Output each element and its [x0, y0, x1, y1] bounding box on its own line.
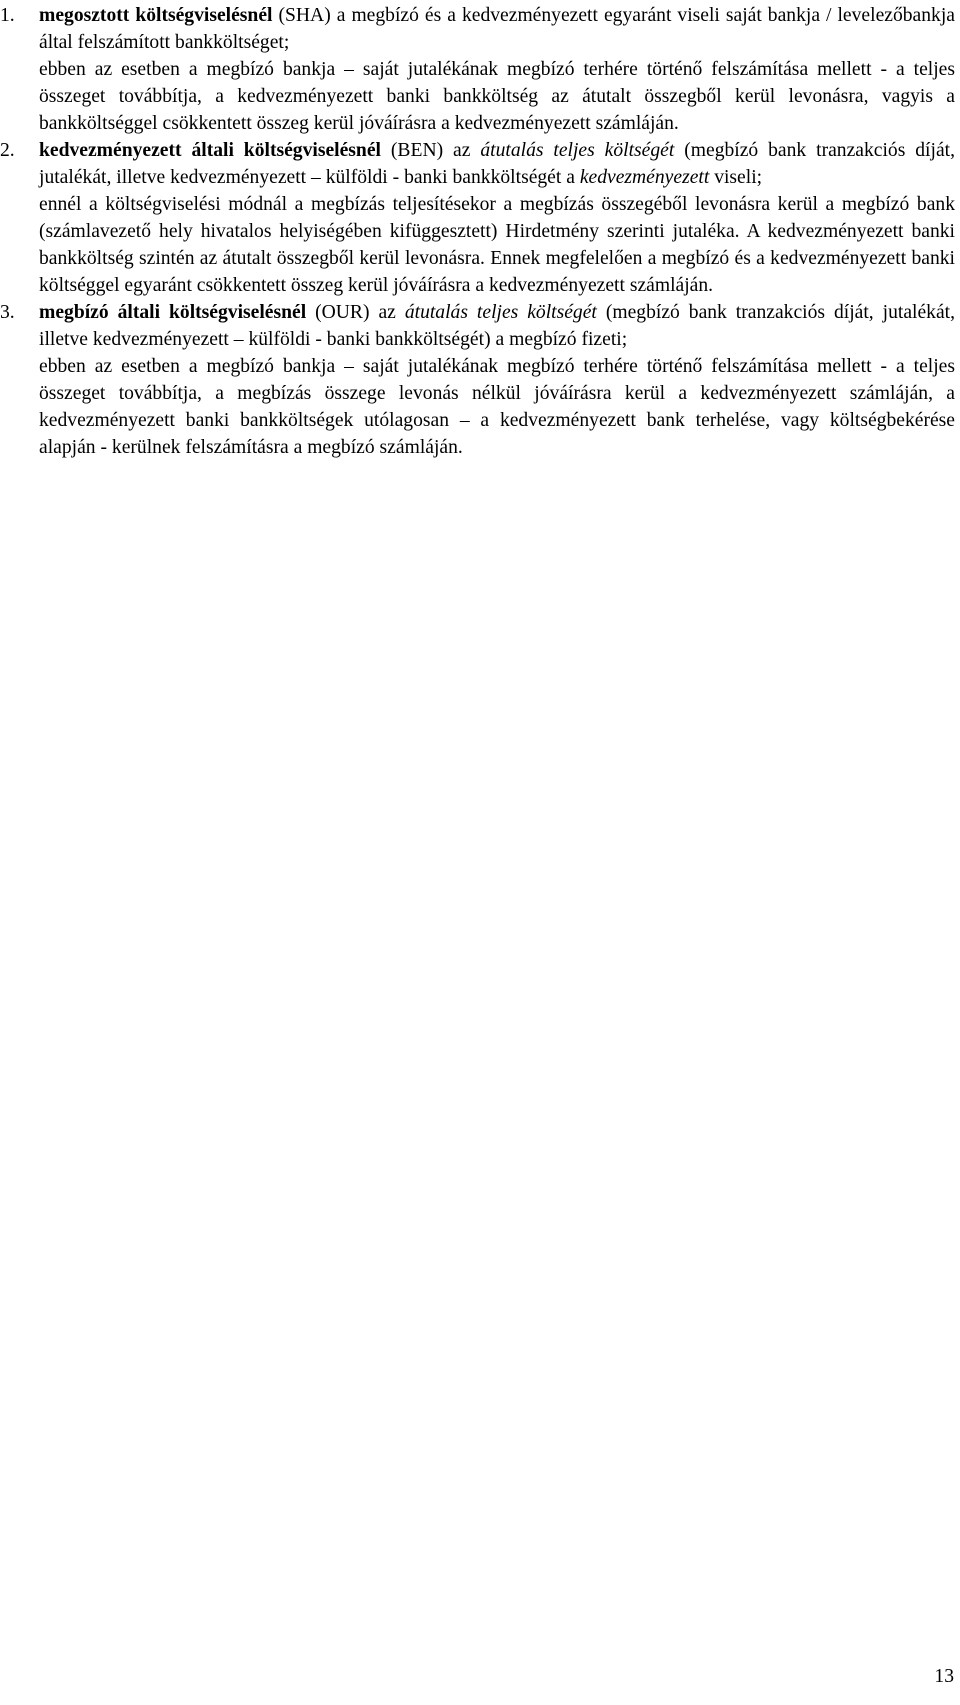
list-number: 3. [0, 302, 15, 323]
item-explanation: ennél a költségviselési módnál a megbízás teljesítésekor a megbízás összegéből levonásra kerül a megbízó bank (számlavezető hely hivatalos helyiségében kifüggesztett) Hirdetmény szerinti jutaléka. A kedvezményezett banki bankköltség szintén az átutalt összegből kerül levonásra. Ennek megfelelően a megbízó és a kedvezményezett banki költséggel egyaránt csökkentett összeg kerül jóváírásra a kedvezményezett számláján. [39, 194, 955, 296]
list-item-our [0, 299, 955, 461]
item-definition-text: (megbízó bank tranzakciós díját, jutalékát, illetve kedvezményezett – külföldi - banki bankköltségét) a megbízó fizeti; [39, 302, 956, 350]
list-item-sha [0, 2, 955, 137]
list-number: 1. [0, 5, 15, 26]
item-term: megbízó általi költségviselésnél [39, 302, 307, 323]
item-definition-text: (BEN) az [380, 140, 481, 161]
item-definition [39, 2, 955, 56]
item-emphasis: átutalás teljes költségét [404, 302, 597, 323]
item-emphasis: átutalás teljes költségét [480, 140, 675, 161]
item-definition-text: (megbízó bank tranzakciós díját, jutalékát, illetve kedvezményezett – külföldi - banki bankköltségét a [39, 140, 955, 188]
list-number: 2. [0, 140, 15, 161]
item-explanation: ebben az esetben a megbízó bankja – saját jutalékának megbízó terhére történő felszámítása mellett - a teljes összeget továbbítja, a kedvezményezett banki bankköltség az átutalt összegből kerül levonásra, vagyis a bankköltséggel csökkentett összeg kerül jóváírásra a kedvezményezett számláján. [39, 59, 955, 134]
item-emphasis: kedvezményezett [579, 167, 710, 188]
page-number: 13 [934, 1666, 954, 1687]
item-definition-text: (OUR) az [306, 302, 405, 323]
item-term: megosztott költségviselésnél [39, 5, 273, 26]
document-body [0, 2, 955, 461]
item-term: kedvezményezett általi költségviselésnél [39, 140, 381, 161]
list-item-ben [0, 137, 955, 299]
item-definition [39, 137, 955, 191]
item-explanation: ebben az esetben a megbízó bankja – saját jutalékának megbízó terhére történő felszámítása mellett - a teljes összeget továbbítja, a megbízás összege levonás nélkül jóváírásra kerül a kedvezményezett számláján, a kedvezményezett banki bankköltségek utólagosan – a kedvezményezett bank terhelése, vagy költségbekérése alapján - kerülnek felszámításra a megbízó számláján. [39, 356, 955, 458]
item-definition [39, 299, 955, 353]
item-definition-text: (SHA) a megbízó és a kedvezményezett egyaránt viseli saját bankja / levelezőbankja által felszámított bankköltséget; [39, 5, 955, 53]
item-definition-text: viseli; [709, 167, 763, 188]
